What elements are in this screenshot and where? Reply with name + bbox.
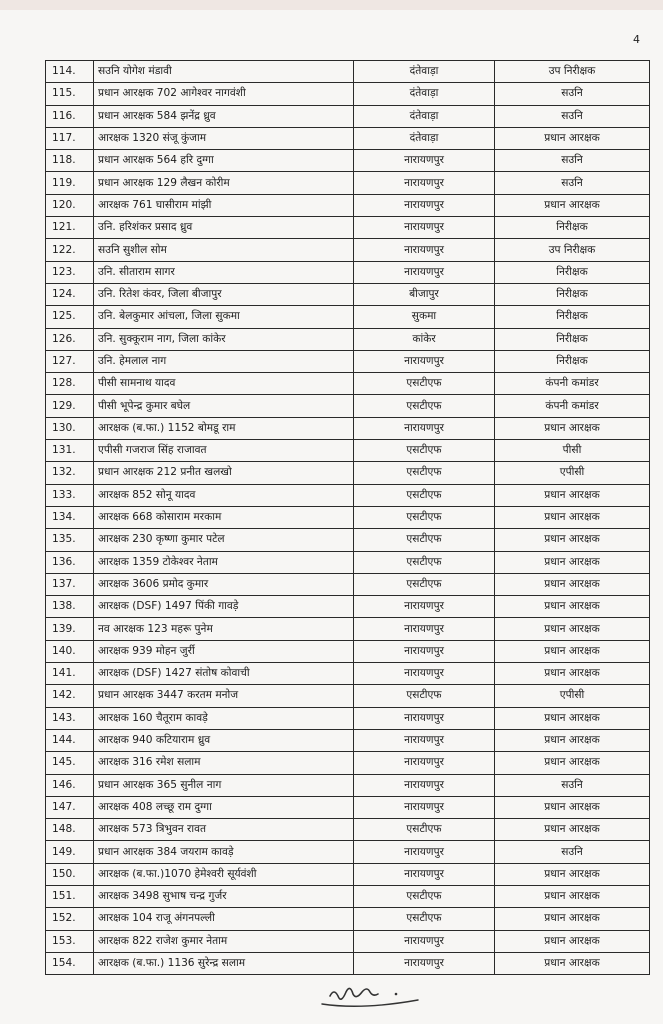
personnel-name: प्रधान आरक्षक 384 जयराम कावड़े [94,841,354,863]
rank-cell: प्रधान आरक्षक [495,551,650,573]
rank-cell: एपीसी [495,462,650,484]
rank-cell: प्रधान आरक्षक [495,529,650,551]
rank-cell: निरीक्षक [495,283,650,305]
rank-cell: प्रधान आरक्षक [495,885,650,907]
personnel-name: सउनि योगेश मंडावी [94,61,354,83]
district-cell: दंतेवाड़ा [354,83,495,105]
table-row [46,640,650,662]
row-number: 140. [46,640,94,662]
district-cell: नारायणपुर [354,841,495,863]
table-row [46,194,650,216]
personnel-name: एपीसी गजराज सिंह राजावत [94,440,354,462]
table-row [46,774,650,796]
personnel-name: आरक्षक 852 सोनू यादव [94,484,354,506]
row-number: 122. [46,239,94,261]
table-row [46,663,650,685]
personnel-name: आरक्षक 3498 सुभाष चन्द्र गुर्जर [94,885,354,907]
row-number: 147. [46,796,94,818]
row-number: 149. [46,841,94,863]
table-row [46,796,650,818]
district-cell: एसटीएफ [354,440,495,462]
district-cell: एसटीएफ [354,529,495,551]
row-number: 141. [46,663,94,685]
personnel-name: आरक्षक 230 कृष्णा कुमार पटेल [94,529,354,551]
rank-cell: निरीक्षक [495,350,650,372]
row-number: 118. [46,150,94,172]
table-row [46,863,650,885]
row-number: 154. [46,952,94,974]
personnel-name: आरक्षक 668 कोसाराम मरकाम [94,506,354,528]
table-row [46,462,650,484]
district-cell: बीजापुर [354,283,495,305]
district-cell: एसटीएफ [354,819,495,841]
row-number: 130. [46,417,94,439]
rank-cell: निरीक्षक [495,328,650,350]
table-row [46,596,650,618]
rank-cell: उप निरीक्षक [495,239,650,261]
district-cell: नारायणपुर [354,640,495,662]
rank-cell: प्रधान आरक्षक [495,417,650,439]
personnel-table-body [46,61,650,975]
table-row [46,952,650,974]
row-number: 138. [46,596,94,618]
rank-cell: सउनि [495,105,650,127]
personnel-name: प्रधान आरक्षक 564 हरि दुग्गा [94,150,354,172]
row-number: 129. [46,395,94,417]
personnel-name: उनि. सुक्कूराम नाग, जिला कांकेर [94,328,354,350]
row-number: 144. [46,729,94,751]
row-number: 145. [46,752,94,774]
personnel-name: पीसी भूपेन्द्र कुमार बघेल [94,395,354,417]
table-row [46,618,650,640]
district-cell: नारायणपुर [354,729,495,751]
table-row [46,306,650,328]
rank-cell: प्रधान आरक्षक [495,752,650,774]
personnel-name: आरक्षक 408 लच्छू राम दुग्गा [94,796,354,818]
rank-cell: उप निरीक्षक [495,61,650,83]
row-number: 126. [46,328,94,350]
row-number: 146. [46,774,94,796]
page-number: 4 [633,33,640,46]
table-row [46,440,650,462]
personnel-name: प्रधान आरक्षक 702 आगेश्वर नागवंशी [94,83,354,105]
personnel-name: आरक्षक 939 मोहन जुर्री [94,640,354,662]
row-number: 114. [46,61,94,83]
row-number: 131. [46,440,94,462]
table-row [46,729,650,751]
district-cell: एसटीएफ [354,573,495,595]
table-row [46,819,650,841]
table-row [46,551,650,573]
district-cell: नारायणपुर [354,417,495,439]
row-number: 120. [46,194,94,216]
rank-cell: प्रधान आरक्षक [495,863,650,885]
row-number: 135. [46,529,94,551]
district-cell: नारायणपुर [354,930,495,952]
row-number: 117. [46,127,94,149]
rank-cell: प्रधान आरक्षक [495,819,650,841]
personnel-name: आरक्षक (ब.फा.)1070 हेमेश्वरी सूर्यवंशी [94,863,354,885]
rank-cell: सउनि [495,150,650,172]
table-row [46,841,650,863]
rank-cell: प्रधान आरक्षक [495,796,650,818]
row-number: 151. [46,885,94,907]
row-number: 125. [46,306,94,328]
personnel-name: पीसी सामनाथ यादव [94,373,354,395]
row-number: 132. [46,462,94,484]
district-cell: एसटीएफ [354,685,495,707]
personnel-name: आरक्षक 3606 प्रमोद कुमार [94,573,354,595]
rank-cell: कंपनी कमांडर [495,395,650,417]
table-row [46,885,650,907]
personnel-name: आरक्षक (ब.फा.) 1136 सुरेन्द्र सलाम [94,952,354,974]
district-cell: नारायणपुर [354,350,495,372]
rank-cell: प्रधान आरक्षक [495,663,650,685]
row-number: 143. [46,707,94,729]
rank-cell: प्रधान आरक्षक [495,596,650,618]
table-row [46,707,650,729]
row-number: 150. [46,863,94,885]
personnel-table [45,60,650,975]
district-cell: दंतेवाड़ा [354,61,495,83]
rank-cell: प्रधान आरक्षक [495,127,650,149]
district-cell: कांकेर [354,328,495,350]
district-cell: नारायणपुर [354,150,495,172]
personnel-name: आरक्षक 573 त्रिभुवन रावत [94,819,354,841]
personnel-name: आरक्षक (ब.फा.) 1152 बोमडू राम [94,417,354,439]
table-row [46,105,650,127]
row-number: 142. [46,685,94,707]
row-number: 123. [46,261,94,283]
personnel-name: आरक्षक 160 चैतूराम कावड़े [94,707,354,729]
table-row [46,529,650,551]
table-row [46,172,650,194]
district-cell: एसटीएफ [354,373,495,395]
personnel-name: आरक्षक (DSF) 1497 पिंकी गावड़े [94,596,354,618]
district-cell: नारायणपुर [354,596,495,618]
personnel-name: आरक्षक 761 घासीराम मांझी [94,194,354,216]
row-number: 153. [46,930,94,952]
table-row [46,328,650,350]
district-cell: एसटीएफ [354,908,495,930]
district-cell: एसटीएफ [354,395,495,417]
row-number: 133. [46,484,94,506]
district-cell: नारायणपुर [354,707,495,729]
table-row [46,239,650,261]
rank-cell: सउनि [495,83,650,105]
rank-cell: पीसी [495,440,650,462]
personnel-name: आरक्षक 316 रमेश सलाम [94,752,354,774]
district-cell: एसटीएफ [354,462,495,484]
district-cell: दंतेवाड़ा [354,105,495,127]
table-row [46,395,650,417]
table-row [46,350,650,372]
district-cell: एसटीएफ [354,551,495,573]
personnel-name: प्रधान आरक्षक 365 सुनील नाग [94,774,354,796]
rank-cell: निरीक्षक [495,217,650,239]
table-row [46,908,650,930]
table-row [46,685,650,707]
row-number: 119. [46,172,94,194]
personnel-name: उनि. बेलकुमार आंचला, जिला सुकमा [94,306,354,328]
district-cell: नारायणपुर [354,663,495,685]
district-cell: नारायणपुर [354,952,495,974]
table-row [46,83,650,105]
row-number: 124. [46,283,94,305]
top-edge-strip [0,0,663,10]
rank-cell: प्रधान आरक्षक [495,952,650,974]
personnel-name: आरक्षक 1320 संजू कुंजाम [94,127,354,149]
rank-cell: प्रधान आरक्षक [495,729,650,751]
rank-cell: प्रधान आरक्षक [495,484,650,506]
rank-cell: निरीक्षक [495,306,650,328]
row-number: 139. [46,618,94,640]
table-row [46,373,650,395]
personnel-name: आरक्षक 1359 टोकेश्वर नेताम [94,551,354,573]
row-number: 136. [46,551,94,573]
district-cell: नारायणपुर [354,239,495,261]
rank-cell: सउनि [495,172,650,194]
district-cell: नारायणपुर [354,217,495,239]
row-number: 152. [46,908,94,930]
table-row [46,484,650,506]
district-cell: नारायणपुर [354,618,495,640]
rank-cell: प्रधान आरक्षक [495,506,650,528]
row-number: 137. [46,573,94,595]
district-cell: एसटीएफ [354,506,495,528]
district-cell: नारायणपुर [354,796,495,818]
personnel-name: प्रधान आरक्षक 584 झनेंद्र ध्रुव [94,105,354,127]
table-row [46,752,650,774]
table-row [46,61,650,83]
rank-cell: प्रधान आरक्षक [495,707,650,729]
table-row [46,283,650,305]
rank-cell: प्रधान आरक्षक [495,573,650,595]
district-cell: नारायणपुर [354,261,495,283]
table-row [46,573,650,595]
table-row [46,417,650,439]
row-number: 115. [46,83,94,105]
personnel-name: आरक्षक 822 राजेश कुमार नेताम [94,930,354,952]
district-cell: नारायणपुर [354,172,495,194]
personnel-name: प्रधान आरक्षक 212 प्रनीत खलखो [94,462,354,484]
row-number: 127. [46,350,94,372]
rank-cell: सउनि [495,841,650,863]
personnel-name: नव आरक्षक 123 महरू पुनेम [94,618,354,640]
personnel-name: आरक्षक (DSF) 1427 संतोष कोवाची [94,663,354,685]
table-row [46,506,650,528]
row-number: 128. [46,373,94,395]
district-cell: नारायणपुर [354,194,495,216]
personnel-name: आरक्षक 940 कटियाराम ध्रुव [94,729,354,751]
table-row [46,127,650,149]
rank-cell: कंपनी कमांडर [495,373,650,395]
personnel-name: उनि. हरिशंकर प्रसाद ध्रुव [94,217,354,239]
district-cell: दंतेवाड़ा [354,127,495,149]
personnel-name: उनि. रितेश कंवर, जिला बीजापुर [94,283,354,305]
district-cell: एसटीएफ [354,484,495,506]
table-row [46,150,650,172]
table-row [46,217,650,239]
row-number: 121. [46,217,94,239]
district-cell: एसटीएफ [354,885,495,907]
rank-cell: प्रधान आरक्षक [495,618,650,640]
personnel-name: प्रधान आरक्षक 3447 करतम मनोज [94,685,354,707]
district-cell: नारायणपुर [354,863,495,885]
rank-cell: प्रधान आरक्षक [495,908,650,930]
table-row [46,261,650,283]
personnel-name: उनि. सीताराम सागर [94,261,354,283]
personnel-name: सउनि सुशील सोम [94,239,354,261]
table-row [46,930,650,952]
rank-cell: प्रधान आरक्षक [495,930,650,952]
rank-cell: प्रधान आरक्षक [495,640,650,662]
district-cell: सुकमा [354,306,495,328]
row-number: 116. [46,105,94,127]
personnel-name: आरक्षक 104 राजू अंगनपल्ली [94,908,354,930]
personnel-name: प्रधान आरक्षक 129 लैखन कोरीम [94,172,354,194]
signature-icon [300,980,430,1016]
district-cell: नारायणपुर [354,752,495,774]
rank-cell: सउनि [495,774,650,796]
row-number: 134. [46,506,94,528]
rank-cell: प्रधान आरक्षक [495,194,650,216]
rank-cell: निरीक्षक [495,261,650,283]
district-cell: नारायणपुर [354,774,495,796]
rank-cell: एपीसी [495,685,650,707]
row-number: 148. [46,819,94,841]
personnel-name: उनि. हेमलाल नाग [94,350,354,372]
